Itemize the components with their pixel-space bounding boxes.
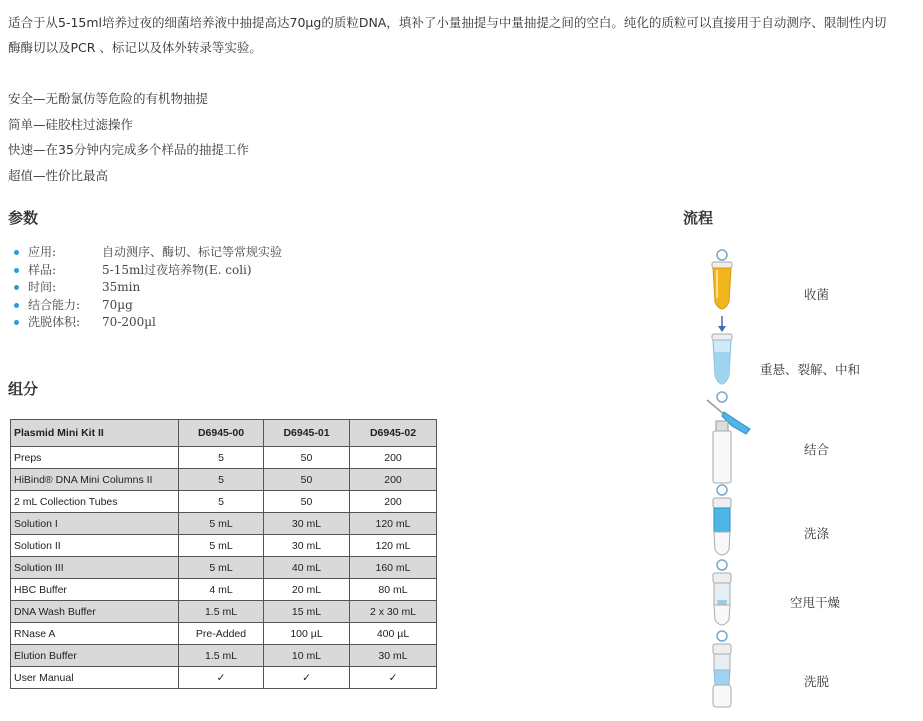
table-row bbox=[11, 557, 437, 579]
params-list bbox=[14, 244, 282, 332]
components-heading: 组分 bbox=[8, 380, 39, 398]
flow-heading: 流程 bbox=[683, 209, 714, 227]
table-cell: 20 mL bbox=[264, 579, 350, 601]
components-table bbox=[10, 419, 437, 689]
param-item bbox=[14, 314, 282, 332]
table-cell: 50 bbox=[264, 491, 350, 513]
param-key: 时间: bbox=[28, 280, 57, 295]
param-item bbox=[14, 262, 282, 280]
table-cell: 120 mL bbox=[350, 535, 437, 557]
table-row bbox=[11, 579, 437, 601]
table-cell: 1.5 mL bbox=[179, 601, 264, 623]
flow-step-label: 洗脱 bbox=[804, 674, 830, 689]
table-cell: 40 mL bbox=[264, 557, 350, 579]
culture-tube-icon bbox=[712, 250, 732, 309]
table-row-label: 2 mL Collection Tubes bbox=[11, 491, 179, 513]
feature-item: 快速—在35分钟内完成多个样品的抽提工作 bbox=[8, 142, 249, 157]
table-row bbox=[11, 513, 437, 535]
table-row-label: User Manual bbox=[11, 667, 179, 689]
table-cell: 5 mL bbox=[179, 535, 264, 557]
param-item bbox=[14, 297, 282, 315]
params-heading: 参数 bbox=[8, 209, 39, 227]
table-row-label: Solution I bbox=[11, 513, 179, 535]
table-row bbox=[11, 447, 437, 469]
table-cell: 1.5 mL bbox=[179, 645, 264, 667]
workflow-illustration bbox=[700, 240, 900, 715]
table-cell: 200 bbox=[350, 447, 437, 469]
table-cell: 50 bbox=[264, 447, 350, 469]
table-row bbox=[11, 623, 437, 645]
table-header-cell: D6945-01 bbox=[264, 420, 350, 447]
table-cell: 5 bbox=[179, 447, 264, 469]
dry-column-icon bbox=[713, 573, 731, 641]
param-key: 样品: bbox=[28, 262, 57, 277]
param-value: 70µg bbox=[102, 297, 133, 312]
table-row bbox=[11, 469, 437, 491]
table-cell: 30 mL bbox=[264, 513, 350, 535]
table-cell: ✓ bbox=[350, 667, 437, 689]
elution-tube-icon bbox=[713, 644, 731, 707]
table-row-label: Elution Buffer bbox=[11, 645, 179, 667]
table-cell: 5 mL bbox=[179, 513, 264, 535]
table-cell: 5 bbox=[179, 491, 264, 513]
lysate-tube-icon bbox=[712, 334, 732, 402]
table-cell: 400 µL bbox=[350, 623, 437, 645]
flow-step-label: 收菌 bbox=[804, 287, 830, 302]
table-row bbox=[11, 645, 437, 667]
param-value: 自动测序、酶切、标记等常规实验 bbox=[102, 245, 283, 259]
table-row-label: DNA Wash Buffer bbox=[11, 601, 179, 623]
workflow-diagram bbox=[700, 240, 900, 715]
param-key: 应用: bbox=[28, 245, 57, 259]
feature-list bbox=[8, 86, 249, 188]
intro-section bbox=[8, 10, 888, 60]
table-cell: Pre-Added bbox=[179, 623, 264, 645]
table-cell: 160 mL bbox=[350, 557, 437, 579]
param-item bbox=[14, 279, 282, 297]
param-key: 结合能力: bbox=[28, 297, 81, 312]
param-value: 5-15ml过夜培养物(E. coli) bbox=[102, 262, 252, 277]
feature-item: 超值—性价比最高 bbox=[8, 167, 109, 183]
table-cell: 30 mL bbox=[350, 645, 437, 667]
table-row-label: Preps bbox=[11, 447, 179, 469]
table-cell: 2 x 30 mL bbox=[350, 601, 437, 623]
table-cell: 5 bbox=[179, 469, 264, 491]
table-row-label: HiBind® DNA Mini Columns II bbox=[11, 469, 179, 491]
table-cell: 120 mL bbox=[350, 513, 437, 535]
table-cell: 50 bbox=[264, 469, 350, 491]
table-header-cell: Plasmid Mini Kit II bbox=[11, 420, 179, 447]
table-row-label: HBC Buffer bbox=[11, 579, 179, 601]
table-cell: 4 mL bbox=[179, 579, 264, 601]
table-cell: 200 bbox=[350, 491, 437, 513]
feature-item: 安全—无酚氯仿等危险的有机物抽提 bbox=[8, 91, 209, 106]
flow-step-label: 重悬、裂解、中和 bbox=[760, 362, 861, 377]
table-cell: 100 µL bbox=[264, 623, 350, 645]
param-value: 35min bbox=[102, 280, 141, 295]
table-row bbox=[11, 491, 437, 513]
param-item bbox=[14, 244, 282, 262]
table-body bbox=[11, 447, 437, 689]
wash-column-icon bbox=[713, 498, 731, 570]
feature-item: 简单—硅胶柱过滤操作 bbox=[8, 116, 134, 132]
down-arrow-icon bbox=[718, 316, 726, 332]
flow-step-label: 空甩干燥 bbox=[790, 595, 841, 610]
table-row-label: Solution II bbox=[11, 535, 179, 557]
param-value: 70-200µl bbox=[102, 315, 156, 330]
table-row-label: RNase A bbox=[11, 623, 179, 645]
param-key: 洗脱体积: bbox=[28, 315, 81, 330]
table-cell: 80 mL bbox=[350, 579, 437, 601]
table-header-cell: D6945-00 bbox=[179, 420, 264, 447]
table-row bbox=[11, 535, 437, 557]
table-row-label: Solution III bbox=[11, 557, 179, 579]
flow-step-label: 洗涤 bbox=[804, 526, 830, 541]
table-cell: 5 mL bbox=[179, 557, 264, 579]
table-header-cell: D6945-02 bbox=[350, 420, 437, 447]
table-cell: ✓ bbox=[179, 667, 264, 689]
table-cell: 200 bbox=[350, 469, 437, 491]
table-cell: 30 mL bbox=[264, 535, 350, 557]
intro-description: 适合于从5-15ml培养过夜的细菌培养液中抽提高达70µg的质粒DNA，填补了小量抽提与中量抽提之间的空白。纯化的质粒可以直接用于自动测序、限制性内切酶酶切以及PCR 、标记以及体外转录等实验。 bbox=[8, 15, 887, 55]
table-cell: ✓ bbox=[264, 667, 350, 689]
spin-column-icon bbox=[713, 421, 731, 495]
table-cell: 10 mL bbox=[264, 645, 350, 667]
table-cell: 15 mL bbox=[264, 601, 350, 623]
table-row bbox=[11, 667, 437, 689]
table-header-row bbox=[11, 420, 437, 447]
table-row bbox=[11, 601, 437, 623]
flow-step-label: 结合 bbox=[804, 442, 830, 457]
